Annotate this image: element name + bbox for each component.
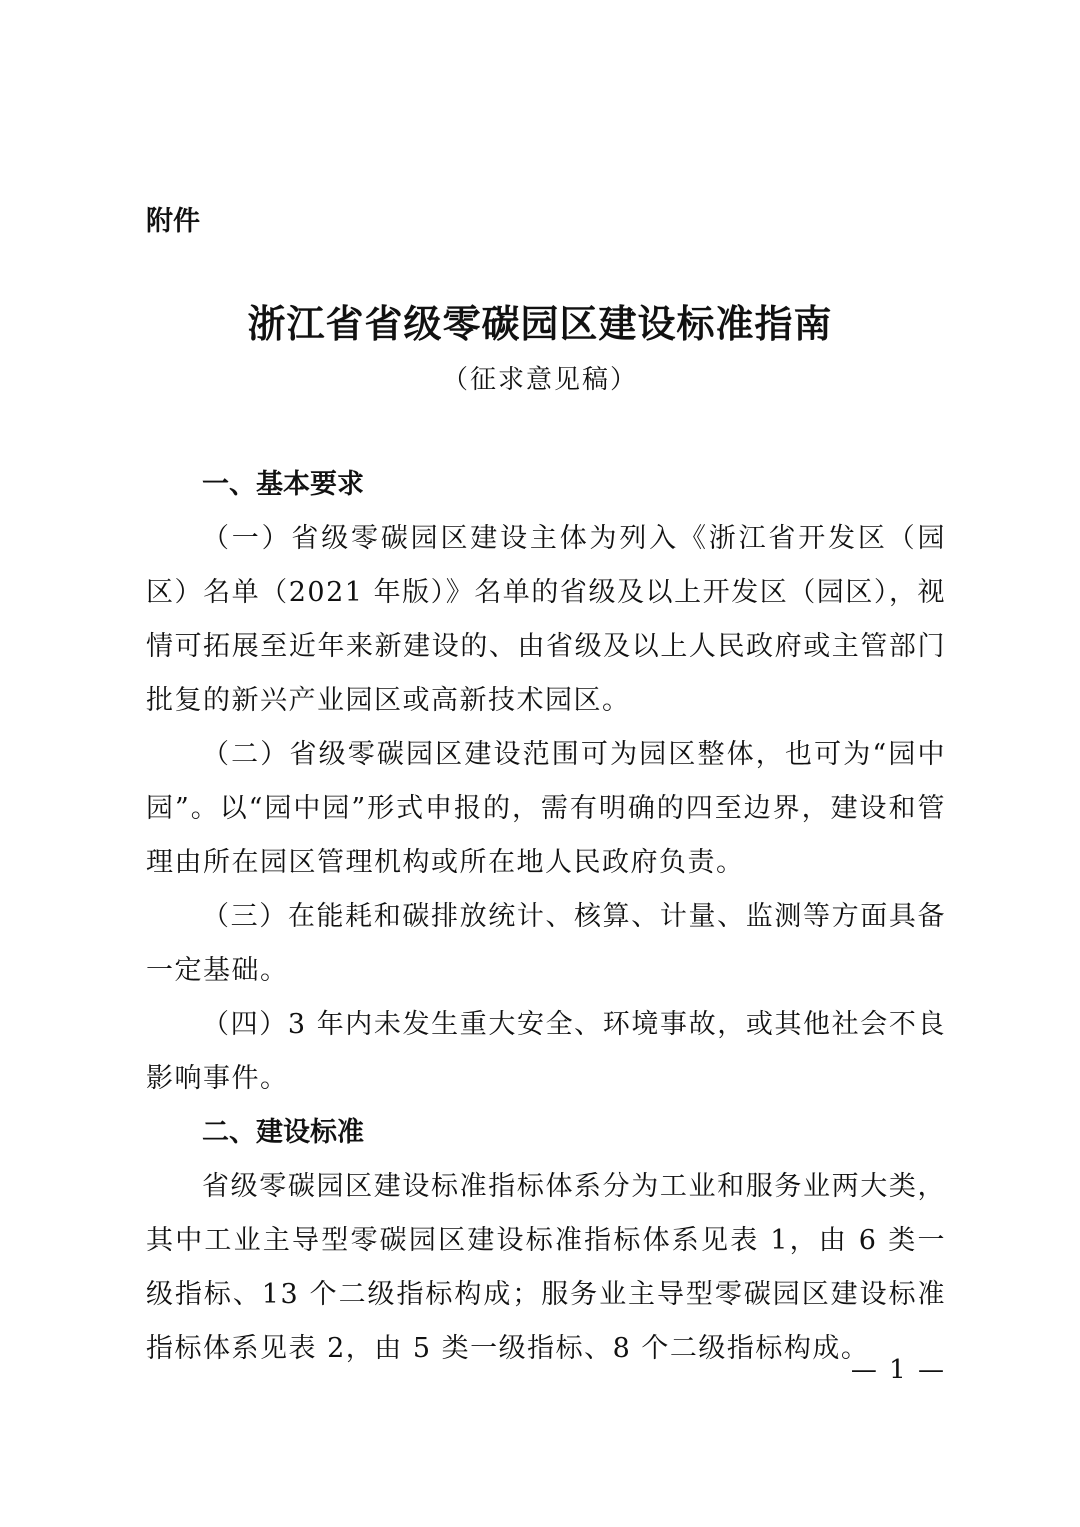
section-construction-standards bbox=[146, 1106, 946, 1376]
section-basic-requirements bbox=[146, 458, 946, 1106]
document-body bbox=[146, 458, 946, 1376]
document-title: 浙江省省级零碳园区建设标准指南 bbox=[247, 301, 833, 346]
section-heading: 一、基本要求 bbox=[202, 469, 364, 500]
paragraph: （二）省级零碳园区建设范围可为园区整体，也可为“园中园”。以“园中园”形式申报的，需有明确的四至边界，建设和管理由所在园区管理机构或所在地人民政府负责。 bbox=[146, 739, 946, 878]
attachment-label: 附件 bbox=[146, 206, 200, 237]
paragraph: （四）3 年内未发生重大安全、环境事故，或其他社会不良影响事件。 bbox=[146, 1009, 946, 1094]
page-number: — 1 — bbox=[850, 1355, 946, 1385]
section-heading: 二、建设标准 bbox=[202, 1117, 364, 1148]
paragraph: （一）省级零碳园区建设主体为列入《浙江省开发区（园区）名单（2021 年版）》名单的省级及以上开发区（园区），视情可拓展至近年来新建设的、由省级及以上人民政府或主管部门批复的新兴产业园区或高新技术园区。 bbox=[146, 523, 946, 716]
paragraph: 省级零碳园区建设标准指标体系分为工业和服务业两大类，其中工业主导型零碳园区建设标准指标体系见表 1，由 6 类一级指标、13 个二级指标构成；服务业主导型零碳园区建设标准指标体系见表 2，由 5 类一级指标、8 个二级指标构成。 bbox=[146, 1171, 946, 1364]
document-subtitle: （征求意见稿） bbox=[441, 365, 638, 395]
paragraph: （三）在能耗和碳排放统计、核算、计量、监测等方面具备一定基础。 bbox=[146, 901, 946, 986]
